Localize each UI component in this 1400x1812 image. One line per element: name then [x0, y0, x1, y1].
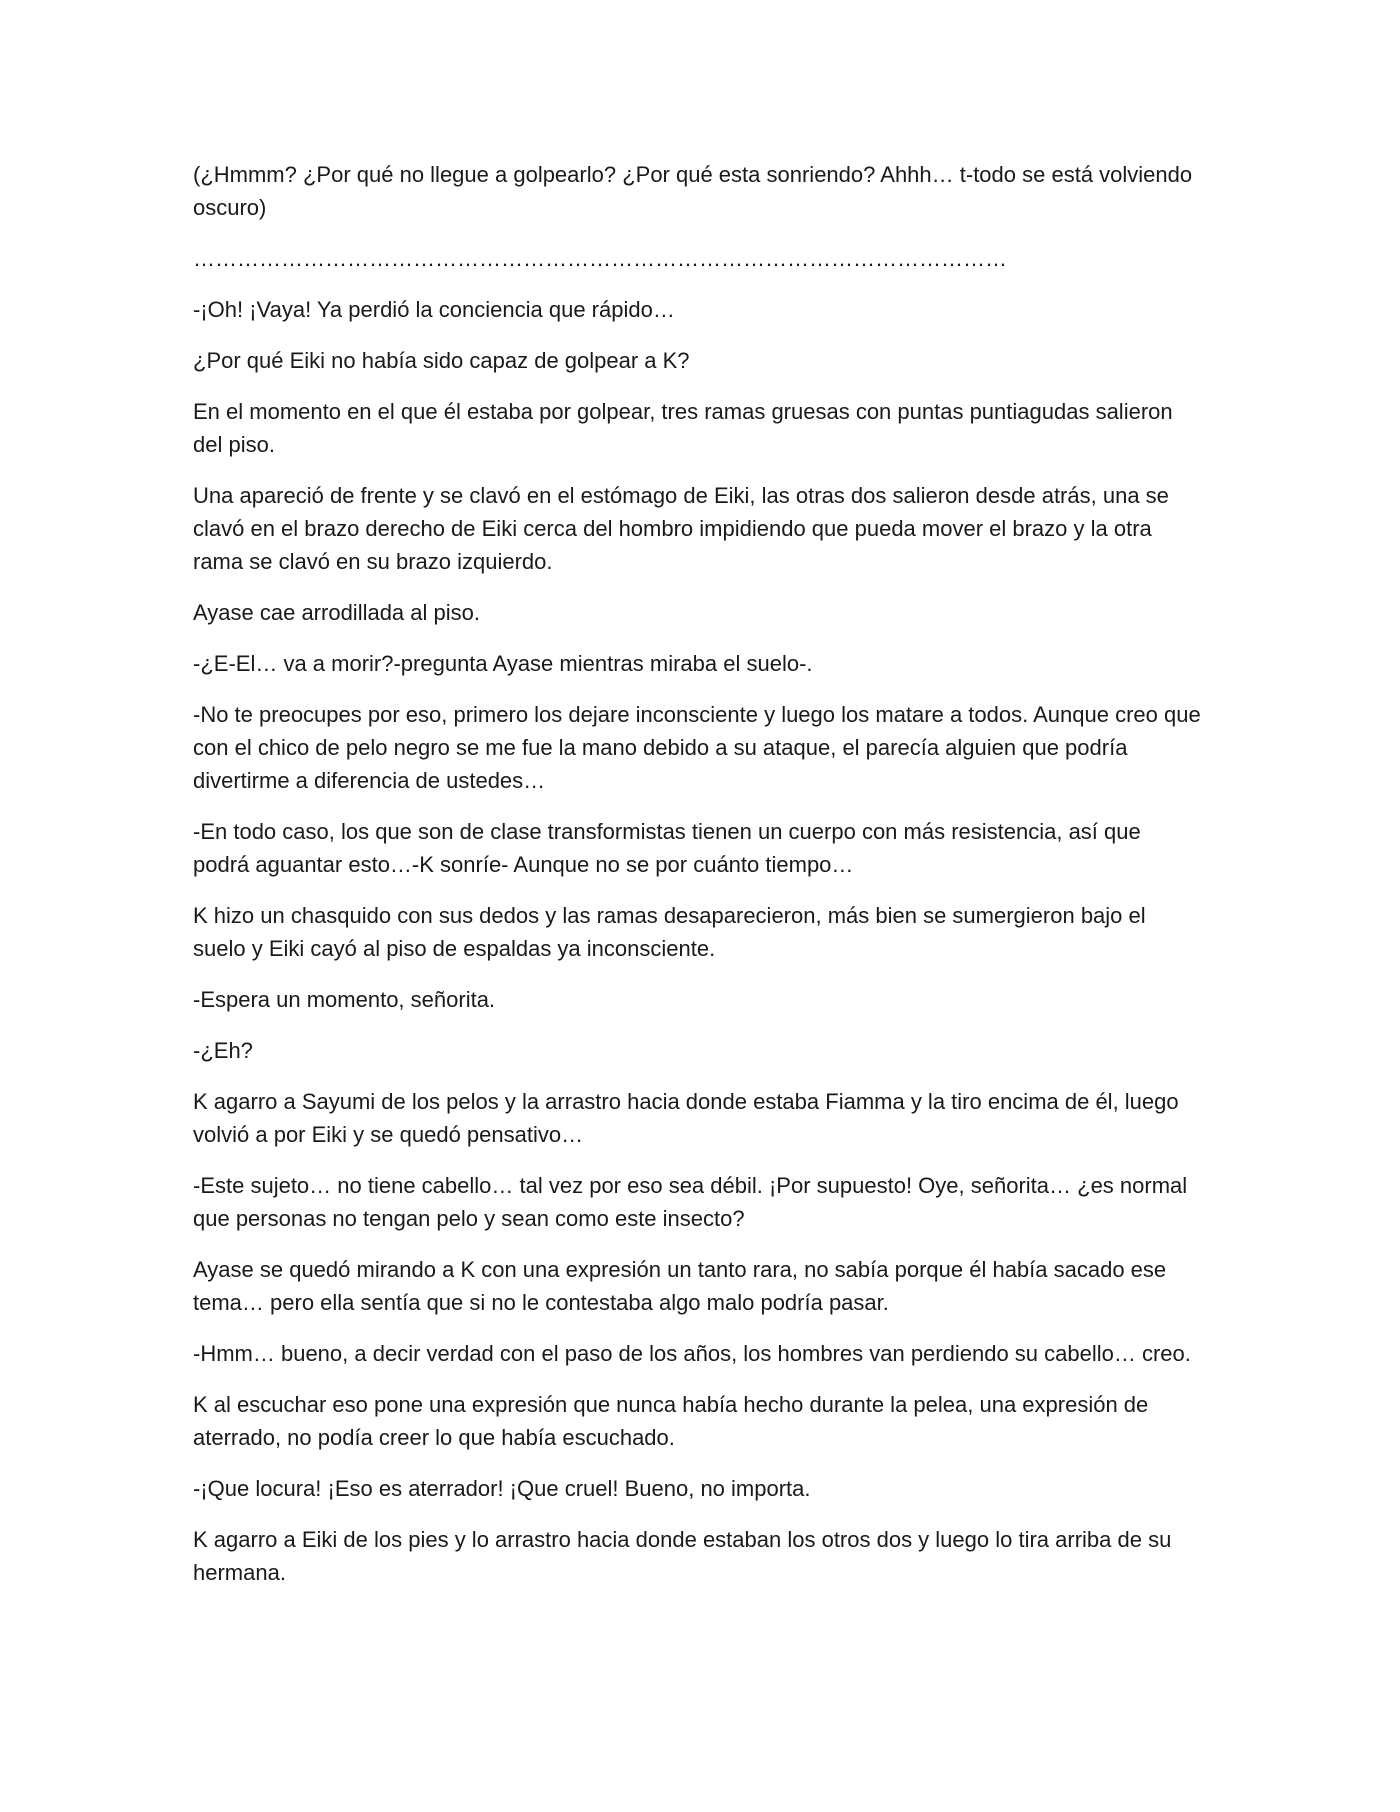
- paragraph: K al escuchar eso pone una expresión que nunca había hecho durante la pelea, una expresión de aterrado, no podía creer lo que había escuchado.: [193, 1392, 1149, 1450]
- paragraph: Ayase se quedó mirando a K con una expresión un tanto rara, no sabía porque él había sacado ese tema… pero ella sentía que si no le contestaba algo malo podría pasar.: [193, 1257, 1167, 1315]
- paragraph: -¡Oh! ¡Vaya! Ya perdió la conciencia que rápido…: [193, 297, 675, 322]
- paragraph: -¡Que locura! ¡Eso es aterrador! ¡Que cruel! Bueno, no importa.: [193, 1476, 811, 1501]
- paragraph: (¿Hmmm? ¿Por qué no llegue a golpearlo? ¿Por qué esta sonriendo? Ahhh… t-todo se está volviendo oscuro): [193, 162, 1193, 220]
- paragraph: -¿E-El… va a morir?-pregunta Ayase mientras miraba el suelo-.: [193, 651, 813, 676]
- paragraph: En el momento en el que él estaba por golpear, tres ramas gruesas con puntas puntiagudas salieron del piso.: [193, 399, 1173, 457]
- paragraph: -Este sujeto… no tiene cabello… tal vez por eso sea débil. ¡Por supuesto! Oye, señorita… ¿es normal que personas no tengan pelo y sean como este insecto?: [193, 1173, 1188, 1231]
- paragraph: ¿Por qué Eiki no había sido capaz de golpear a K?: [193, 348, 690, 373]
- paragraph: K agarro a Eiki de los pies y lo arrastro hacia donde estaban los otros dos y luego lo tira arriba de su hermana.: [193, 1527, 1172, 1585]
- paragraph: -No te preocupes por eso, primero los dejare inconsciente y luego los matare a todos. Aunque creo que con el chico de pelo negro se me fue la mano debido a su ataque, el parecía alguien que podría divertirme a diferencia de ustedes…: [193, 702, 1201, 793]
- paragraph: Ayase cae arrodillada al piso.: [193, 600, 480, 625]
- paragraph: K agarro a Sayumi de los pelos y la arrastro hacia donde estaba Fiamma y la tiro encima de él, luego volvió a por Eiki y se quedó pensativo…: [193, 1089, 1179, 1147]
- paragraph: -En todo caso, los que son de clase transformistas tienen un cuerpo con más resistencia, así que podrá aguantar esto…-K sonríe- Aunque no se por cuánto tiempo…: [193, 819, 1141, 877]
- paragraph: -¿Eh?: [193, 1038, 253, 1063]
- document-body: [193, 158, 1203, 1607]
- paragraph: K hizo un chasquido con sus dedos y las ramas desaparecieron, más bien se sumergieron bajo el suelo y Eiki cayó al piso de espaldas ya inconsciente.: [193, 903, 1146, 961]
- paragraph: Una apareció de frente y se clavó en el estómago de Eiki, las otras dos salieron desde atrás, una se clavó en el brazo derecho de Eiki cerca del hombro impidiendo que pueda mover el brazo y la otra rama se clavó en su brazo izquierdo.: [193, 483, 1169, 574]
- paragraph: -Hmm… bueno, a decir verdad con el paso de los años, los hombres van perdiendo su cabello… creo.: [193, 1341, 1191, 1366]
- scene-separator: …………………………………………………………………………………………………: [193, 246, 1007, 271]
- paragraph: -Espera un momento, señorita.: [193, 987, 496, 1012]
